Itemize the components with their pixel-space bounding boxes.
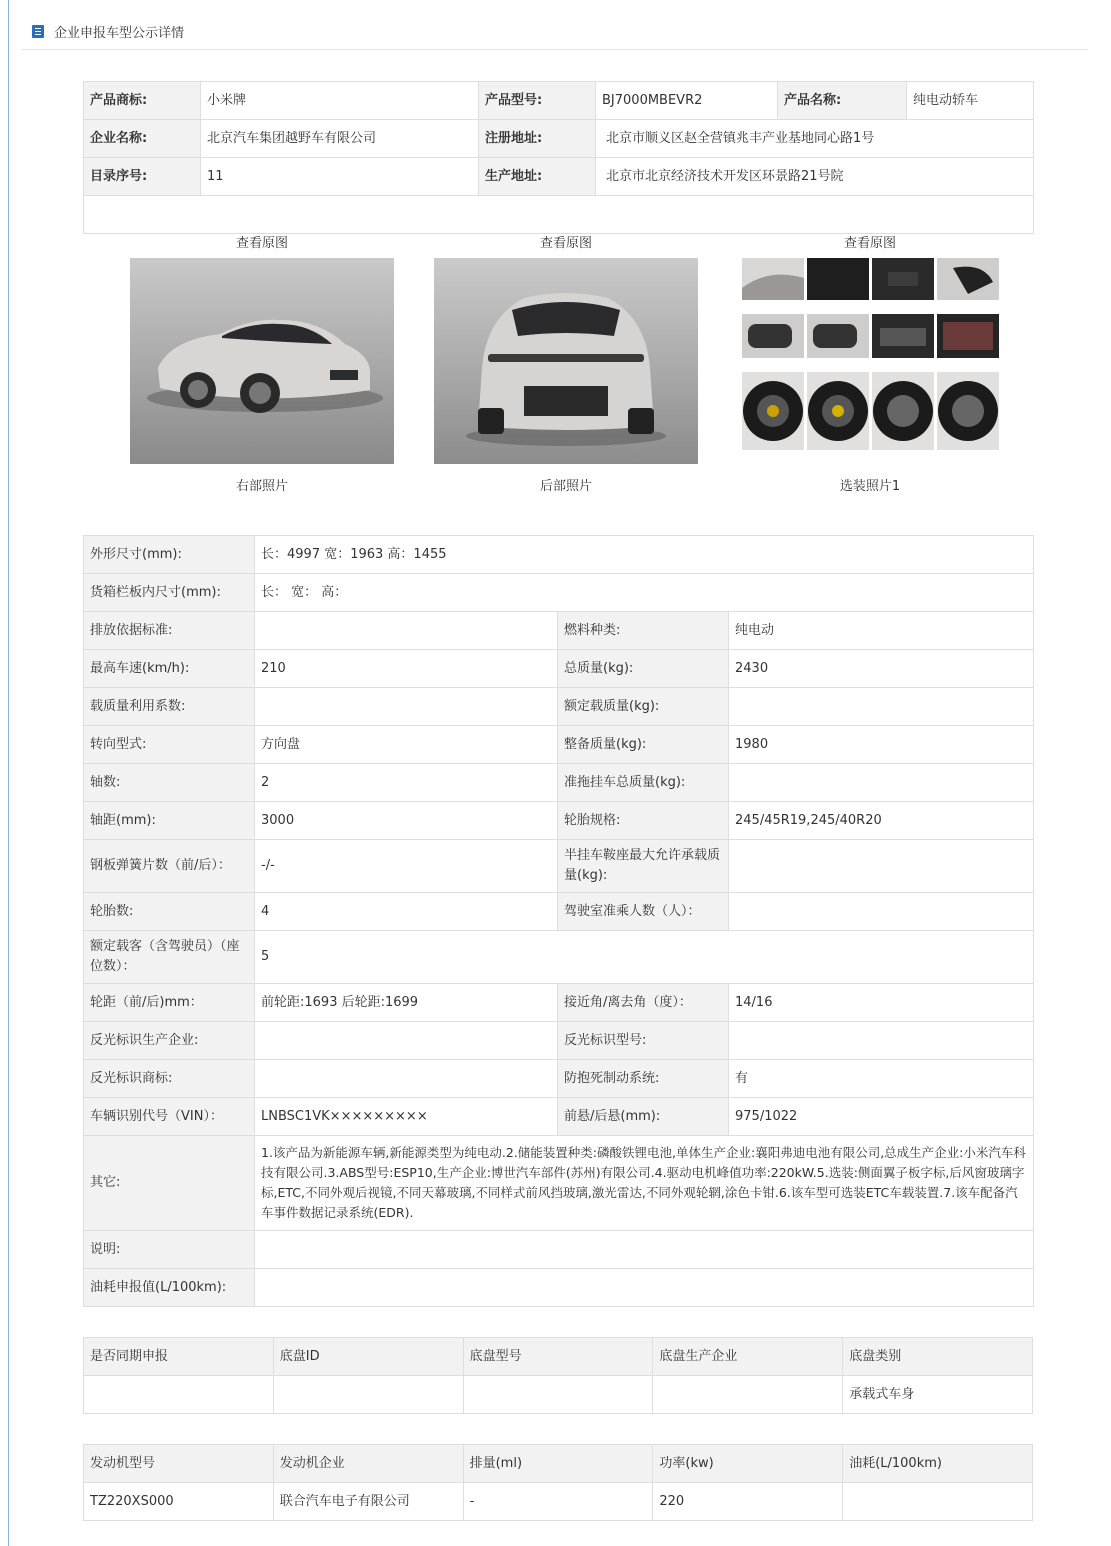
emission-value [255, 612, 558, 650]
photo-caption: 后部照片 [539, 479, 592, 494]
view-original-link[interactable]: 查看原图 [235, 236, 288, 251]
chassis-header: 底盘ID [273, 1338, 463, 1376]
chassis-cell: 承载式车身 [843, 1376, 1033, 1414]
util-value [255, 688, 558, 726]
chassis-header: 底盘类别 [843, 1338, 1033, 1376]
chassis-cell [463, 1376, 653, 1414]
catalog-value: 11 [201, 158, 479, 196]
view-original-link[interactable]: 查看原图 [539, 236, 592, 251]
angle-value: 14/16 [729, 984, 1034, 1022]
vin-label: 车辆识别代号（VIN）： [84, 1098, 255, 1136]
model-label: 产品型号: [479, 82, 596, 120]
reg-addr-label: 注册地址: [479, 120, 596, 158]
refl-maker-value [255, 1022, 558, 1060]
curb-label: 整备质量(kg): [558, 726, 729, 764]
curb-value: 1980 [729, 726, 1034, 764]
gross-label: 总质量(kg): [558, 650, 729, 688]
track-label: 轮距（前/后)mm： [84, 984, 255, 1022]
tires-label: 轮胎数: [84, 893, 255, 931]
saddle-value [729, 840, 1034, 893]
engine-cell [843, 1483, 1033, 1521]
engine-header: 排量(ml) [463, 1445, 653, 1483]
abs-value: 有 [729, 1060, 1034, 1098]
dims-label: 外形尺寸(mm): [84, 536, 255, 574]
page-title: 企业申报车型公示详情 [54, 26, 185, 41]
refl-brand-value [255, 1060, 558, 1098]
dims-value: 长：4997 宽：1963 高：1455 [255, 536, 1034, 574]
chassis-cell [84, 1376, 274, 1414]
chassis-header: 底盘生产企业 [653, 1338, 843, 1376]
track-value: 前轮距:1693 后轮距:1699 [255, 984, 558, 1022]
name-label: 产品名称: [778, 82, 907, 120]
document-list-icon [32, 25, 44, 38]
chassis-table [83, 1337, 1033, 1414]
other-value: 1.该产品为新能源车辆,新能源类型为纯电动.2.储能装置种类:磷酸铁锂电池,单体生产企业:襄阳弗迪电池有限公司,总成生产企业:小米汽车科技有限公司.3.ABS型号:ESP10,生产企业:博世汽车部件(苏州)有限公司.4.驱动电机峰值功率:220kW.5.选装:侧面翼子板字标,后风窗玻璃字标,ETC,不同外观后视镜,不同天幕玻璃,不同样式前风挡玻璃,激光雷达,不同外观轮辋,涂色卡钳.6.该车型可选装ETC车载装置.7.该车配备汽车事件数据记录系统(EDR). [255, 1136, 1034, 1231]
engine-cell: 220 [653, 1483, 843, 1521]
chassis-header: 是否同期申报 [84, 1338, 274, 1376]
optional-features-image[interactable] [738, 258, 1002, 464]
refl-model-value [729, 1022, 1034, 1060]
fuel-value: 纯电动 [729, 612, 1034, 650]
steer-value: 方向盘 [255, 726, 558, 764]
engine-table [83, 1444, 1033, 1521]
refl-brand-label: 反光标识商标: [84, 1060, 255, 1098]
engine-header: 功率(kw) [653, 1445, 843, 1483]
cab-value [729, 893, 1034, 931]
trailer-label: 准拖挂车总质量(kg): [558, 764, 729, 802]
engine-header: 发动机企业 [273, 1445, 463, 1483]
company-label: 企业名称: [84, 120, 201, 158]
page-header [22, 14, 1088, 50]
gross-value: 2430 [729, 650, 1034, 688]
overhang-value: 975/1022 [729, 1098, 1034, 1136]
wheelbase-value: 3000 [255, 802, 558, 840]
angle-label: 接近角/离去角（度）： [558, 984, 729, 1022]
steer-label: 转向型式: [84, 726, 255, 764]
tires-value: 4 [255, 893, 558, 931]
trademark-label: 产品商标: [84, 82, 201, 120]
saddle-label: 半挂车鞍座最大允许承载质量(kg): [558, 840, 729, 893]
table-row [84, 1376, 1033, 1414]
engine-cell: TZ220XS000 [84, 1483, 274, 1521]
photos-panel [84, 196, 1034, 494]
engine-header: 发动机型号 [84, 1445, 274, 1483]
spring-value: -/- [255, 840, 558, 893]
prod-addr-value: 北京市北京经济技术开发区环景路21号院 [596, 158, 1034, 196]
table-row [84, 1483, 1033, 1521]
abs-label: 防抱死制动系统: [558, 1060, 729, 1098]
spring-label: 钢板弹簧片数（前/后）： [84, 840, 255, 893]
tire-label: 轮胎规格: [558, 802, 729, 840]
view-original-link[interactable]: 查看原图 [843, 236, 896, 251]
axles-label: 轴数: [84, 764, 255, 802]
name-value: 纯电动轿车 [907, 82, 1034, 120]
fuel-label: 燃料种类: [558, 612, 729, 650]
trademark-value: 小米牌 [201, 82, 479, 120]
vin-value: LNBSC1VK××××××××× [255, 1098, 558, 1136]
prod-addr-label: 生产地址: [479, 158, 596, 196]
chassis-header: 底盘型号 [463, 1338, 653, 1376]
refl-maker-label: 反光标识生产企业: [84, 1022, 255, 1060]
tire-value: 245/45R19,245/40R20 [729, 802, 1034, 840]
car-rear-image[interactable] [434, 258, 698, 464]
photo-caption: 右部照片 [235, 479, 288, 494]
cargo-value: 长： 宽： 高： [255, 574, 1034, 612]
overhang-label: 前悬/后悬(mm): [558, 1098, 729, 1136]
axles-value: 2 [255, 764, 558, 802]
chassis-cell [273, 1376, 463, 1414]
refl-model-label: 反光标识型号: [558, 1022, 729, 1060]
basic-info-table [83, 81, 1034, 494]
chassis-cell [653, 1376, 843, 1414]
util-label: 载质量利用系数: [84, 688, 255, 726]
seats-value: 5 [255, 931, 1034, 984]
cargo-label: 货箱栏板内尺寸(mm): [84, 574, 255, 612]
wheelbase-label: 轴距(mm): [84, 802, 255, 840]
note-label: 说明: [84, 1231, 255, 1269]
speed-value: 210 [255, 650, 558, 688]
photo-caption: 选装照片1 [839, 479, 901, 494]
rated-load-value [729, 688, 1034, 726]
company-value: 北京汽车集团越野车有限公司 [201, 120, 479, 158]
cab-label: 驾驶室准乘人数（人）： [558, 893, 729, 931]
speed-label: 最高车速(km/h): [84, 650, 255, 688]
car-right-side-image[interactable] [130, 258, 394, 464]
engine-cell: - [463, 1483, 653, 1521]
rated-load-label: 额定载质量(kg): [558, 688, 729, 726]
note-value [255, 1231, 1034, 1269]
reg-addr-value: 北京市顺义区赵全营镇兆丰产业基地同心路1号 [596, 120, 1034, 158]
other-label: 其它: [84, 1136, 255, 1231]
engine-header: 油耗(L/100km) [843, 1445, 1033, 1483]
model-value: BJ7000MBEVR2 [596, 82, 778, 120]
consumption-value [255, 1269, 1034, 1307]
consumption-label: 油耗申报值(L/100km): [84, 1269, 255, 1307]
seats-label: 额定载客（含驾驶员）（座位数）： [84, 931, 255, 984]
catalog-label: 目录序号: [84, 158, 201, 196]
emission-label: 排放依据标准: [84, 612, 255, 650]
specs-table [83, 535, 1034, 1307]
engine-cell: 联合汽车电子有限公司 [273, 1483, 463, 1521]
trailer-value [729, 764, 1034, 802]
